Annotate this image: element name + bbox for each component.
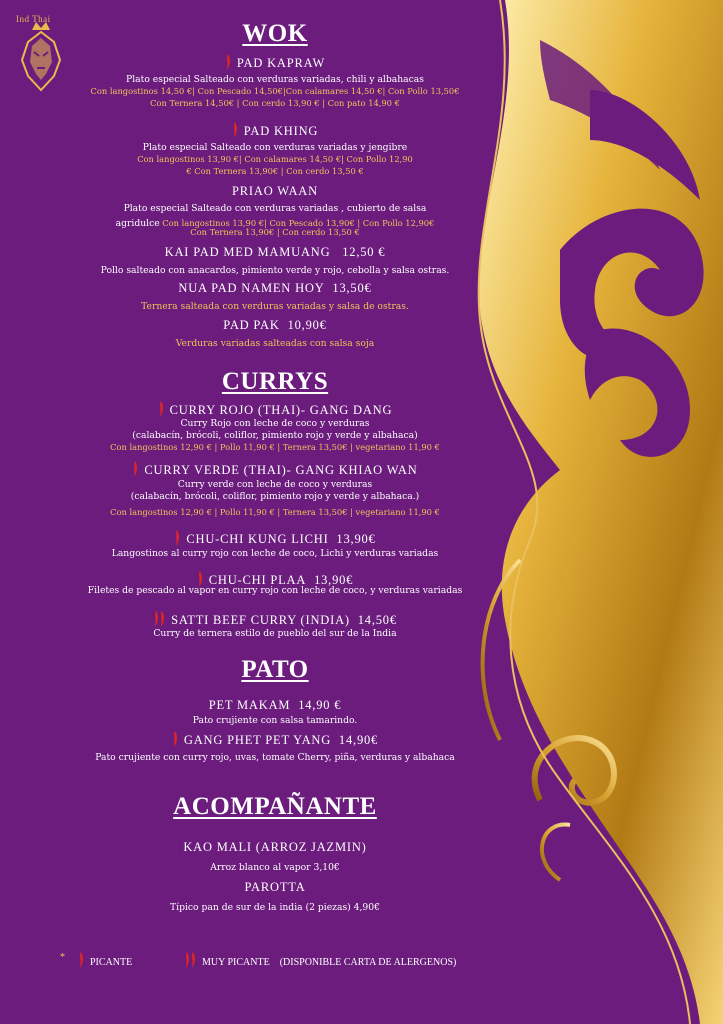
menu-item-curry-rojo (40, 401, 510, 418)
item-price: 13,90€ (314, 573, 354, 587)
menu-item-pet-makam (40, 698, 510, 713)
legend-picante (78, 952, 132, 968)
menu-item-curry-verde (40, 461, 510, 478)
menu-item-satti-beef (40, 611, 510, 628)
item-name: NUA PAD NAMEN HOY (178, 281, 325, 295)
menu-item-parotta (40, 880, 510, 895)
item-options: € Con Ternera 13,90€ | Con cerdo 13,50 € (186, 166, 364, 176)
chili-icon (159, 611, 165, 627)
legend-alergenos: (DISPONIBLE CARTA DE ALERGENOS) (279, 957, 457, 968)
section-title-currys: CURRYS (221, 368, 329, 395)
item-description: Típico pan de sur de la india (2 piezas) 4,90€ (170, 902, 380, 913)
item-name: GANG PHET PET YANG (183, 733, 332, 747)
item-name: KAI PAD MED MAMUANG (164, 245, 331, 259)
item-description: Curry verde con leche de coco y verduras (177, 479, 373, 490)
item-description: (calabacín, brócoli, coliflor, pimiento rojo y verde y albahaca.) (130, 491, 420, 502)
item-name: PRIAO WAAN (232, 184, 318, 198)
item-price: 12,50 € (342, 245, 386, 259)
item-description: Plato especial Salteado con verduras variadas y jengibre (142, 142, 408, 153)
section-title-pato: PATO (241, 656, 309, 683)
menu-item-pad-kapraw (40, 54, 510, 71)
item-options: Con langostinos 12,90 € | Pollo 11,90 € | Ternera 13,50€ | vegetariano 11,90 € (110, 507, 440, 517)
legend-star: * (60, 952, 65, 963)
item-options: Con langostinos 12,90 € | Pollo 11,90 € | Ternera 13,50€ | vegetariano 11,90 € (110, 442, 440, 452)
menu-item-pad-khing (40, 122, 510, 139)
item-description: Curry de ternera estilo de pueblo del sur de la India (153, 628, 397, 639)
item-name: PAD KAPRAW (236, 56, 326, 70)
item-description: Filetes de pescado al vapor en curry rojo con leche de coco, y verduras variadas (87, 585, 463, 596)
chili-icon (132, 461, 138, 477)
item-price: 13,50€ (332, 281, 372, 295)
item-name: CHU-CHI KUNG LICHI (186, 532, 329, 546)
item-options: Con langostinos 13,90 €| Con calamares 14,50 €| Con Pollo 12,90 (137, 154, 413, 164)
item-price: 10,90€ (287, 318, 327, 332)
item-options: Con langostinos 14,50 €| Con Pescado 14,50€|Con calamares 14,50 €| Con Pollo 13,50€ (90, 86, 460, 96)
item-name: CHU-CHI PLAA (208, 573, 307, 587)
item-price: 14,90€ (338, 733, 379, 747)
chili-icon (158, 401, 164, 417)
item-description: Arroz blanco al vapor 3,10€ (210, 862, 340, 873)
menu-item-kai-pad (40, 245, 510, 260)
chili-icon (174, 530, 180, 546)
menu-item-kao-mali (40, 840, 510, 855)
item-price: 14,50€ (357, 613, 397, 627)
item-price: 14,90 € (298, 698, 342, 712)
chili-icon (232, 122, 238, 138)
item-description: (calabacín, brócoli, coliflor, pimiento rojo y verde y albahaca) (132, 430, 418, 441)
item-description: Pato crujiente con salsa tamarindo. (192, 715, 358, 726)
legend-picante-label: PICANTE (90, 957, 133, 968)
legend-muy-picante (184, 952, 456, 968)
item-price: 13,90€ (336, 532, 376, 546)
item-name: PAROTTA (244, 880, 306, 894)
section-title-wok: WOK (242, 20, 308, 47)
item-name: PAD PAK (223, 318, 280, 332)
item-name: CURRY ROJO (THAI)- GANG DANG (169, 403, 393, 417)
item-name: CURRY VERDE (THAI)- GANG KHIAO WAN (144, 463, 418, 477)
item-description: agridulce (115, 218, 160, 229)
item-description: Ternera salteada con verduras variadas y salsa de ostras. (141, 301, 409, 312)
chili-icon (78, 952, 84, 968)
menu-item-priao-waan (40, 184, 510, 199)
item-description: Curry Rojo con leche de coco y verduras (180, 418, 370, 429)
section-title-acompanante: ACOMPAÑANTE (173, 793, 377, 820)
item-description: Pollo salteado con anacardos, pimiento verde y rojo, cebolla y salsa ostras. (100, 265, 450, 276)
menu-item-gang-phet (40, 731, 510, 748)
item-description: Plato especial Salteado con verduras variadas , cubierto de salsa (123, 203, 427, 214)
item-name: PET MAKAM (208, 698, 291, 712)
menu-item-nua-pad (40, 281, 510, 296)
item-description: Verduras variadas salteadas con salsa soja (175, 338, 375, 349)
legend-muy-picante-label: MUY PICANTE (202, 957, 270, 968)
menu-item-kung-lichi (40, 530, 510, 547)
logo-text: Ind Thai (16, 14, 51, 24)
item-options: Con langostinos 13,90 €| Con Pescado 13,90€ | Con Pollo 12,90€ (159, 218, 435, 228)
item-description: Plato especial Salteado con verduras variadas, chili y albahacas (126, 74, 424, 85)
item-description: Pato crujiente con curry rojo, uvas, tomate Cherry, piña, verduras y albahaca (95, 752, 455, 763)
item-options: Con Ternera 14,50€ | Con cerdo 13,90 € | Con pato 14,90 € (150, 98, 400, 108)
item-name: SATTI BEEF CURRY (INDIA) (171, 613, 350, 627)
item-name: PAD KHING (243, 124, 319, 138)
menu-item-pad-pak (40, 318, 510, 333)
item-description: Langostinos al curry rojo con leche de coco, Lichi y verduras variadas (111, 548, 439, 559)
chili-icon (172, 731, 178, 747)
chili-icon (190, 952, 196, 968)
item-name: KAO MALI (ARROZ JAZMIN) (183, 840, 367, 854)
item-options: Con Ternera 13,90€ | Con cerdo 13,50 € (190, 227, 360, 237)
chili-icon (225, 54, 231, 70)
